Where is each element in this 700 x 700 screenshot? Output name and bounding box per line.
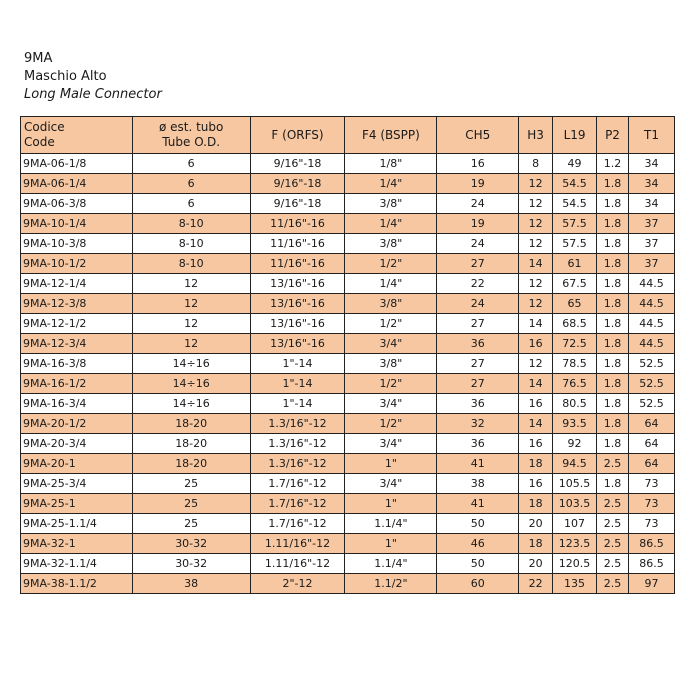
column-header-sublabel: Tube O.D. [162,135,221,149]
column-header [519,117,553,154]
column-header-sublabel: Code [24,135,55,149]
table-cell: 1.8 [597,314,629,334]
table-cell: 8-10 [132,254,250,274]
table-cell: 1/2" [345,314,437,334]
table-cell: 1.1/4" [345,554,437,574]
table-cell: 52.5 [628,394,674,414]
table-cell: 12 [132,274,250,294]
table-cell: 2.5 [597,494,629,514]
column-header-label: ø est. tubo [158,120,224,134]
table-cell: 8 [519,154,553,174]
table-cell: 1.1/2" [345,574,437,594]
table-cell: 38 [132,574,250,594]
code-cell: 9MA-32-1.1/4 [21,554,133,574]
table-cell: 16 [519,434,553,454]
table-cell: 57.5 [553,234,597,254]
table-cell: 9/16"-18 [250,154,345,174]
table-cell: 25 [132,494,250,514]
table-cell: 76.5 [553,374,597,394]
table-cell: 1.7/16"-12 [250,514,345,534]
table-cell: 16 [519,394,553,414]
table-cell: 12 [132,294,250,314]
table-cell: 34 [628,154,674,174]
table-cell: 3/4" [345,334,437,354]
table-row [21,154,675,174]
table-cell: 2.5 [597,574,629,594]
table-cell: 1.11/16"-12 [250,554,345,574]
column-header-label: L19 [563,127,586,142]
table-cell: 3/8" [345,194,437,214]
table-cell: 14 [519,254,553,274]
column-header [250,117,345,154]
table-cell: 2.5 [597,554,629,574]
table-cell: 1.8 [597,434,629,454]
column-header-label: H3 [527,127,544,142]
table-cell: 64 [628,454,674,474]
table-cell: 14 [519,374,553,394]
table-cell: 18 [519,454,553,474]
table-cell: 1.3/16"-12 [250,454,345,474]
table-cell: 37 [628,254,674,274]
code-cell: 9MA-38-1.1/2 [21,574,133,594]
code-cell: 9MA-16-3/8 [21,354,133,374]
code-cell: 9MA-25-1.1/4 [21,514,133,534]
table-cell: 3/8" [345,354,437,374]
code-cell: 9MA-06-1/8 [21,154,133,174]
table-cell: 135 [553,574,597,594]
table-cell: 12 [519,294,553,314]
table-cell: 27 [437,354,519,374]
table-cell: 49 [553,154,597,174]
table-cell: 1.7/16"-12 [250,494,345,514]
table-cell: 72.5 [553,334,597,354]
table-row [21,234,675,254]
table-cell: 44.5 [628,274,674,294]
table-cell: 68.5 [553,314,597,334]
table-cell: 64 [628,434,674,454]
table-cell: 12 [519,214,553,234]
column-header-label: Codice [24,120,65,134]
table-cell: 1/4" [345,214,437,234]
column-header-label: F (ORFS) [271,127,324,142]
code-cell: 9MA-12-3/8 [21,294,133,314]
table-row [21,214,675,234]
table-header-row [21,117,675,154]
table-row [21,434,675,454]
table-cell: 9/16"-18 [250,194,345,214]
product-name-english: Long Male Connector [24,87,162,102]
column-header [437,117,519,154]
table-cell: 41 [437,454,519,474]
table-cell: 14 [519,414,553,434]
table-cell: 123.5 [553,534,597,554]
table-cell: 3/8" [345,234,437,254]
table-cell: 1.8 [597,254,629,274]
table-cell: 1/8" [345,154,437,174]
code-cell: 9MA-20-3/4 [21,434,133,454]
table-row [21,554,675,574]
table-cell: 1.8 [597,234,629,254]
table-cell: 19 [437,214,519,234]
table-cell: 78.5 [553,354,597,374]
table-cell: 18-20 [132,434,250,454]
table-cell: 37 [628,234,674,254]
table-cell: 86.5 [628,554,674,574]
table-cell: 9/16"-18 [250,174,345,194]
table-cell: 67.5 [553,274,597,294]
title-block [24,50,162,104]
table-cell: 19 [437,174,519,194]
table-cell: 73 [628,474,674,494]
table-cell: 13/16"-16 [250,274,345,294]
table-cell: 25 [132,514,250,534]
column-header [553,117,597,154]
table-cell: 22 [437,274,519,294]
table-cell: 3/8" [345,294,437,314]
table-cell: 34 [628,194,674,214]
code-cell: 9MA-25-1 [21,494,133,514]
code-cell: 9MA-12-3/4 [21,334,133,354]
table-cell: 27 [437,374,519,394]
table-row [21,414,675,434]
table-cell: 24 [437,234,519,254]
table-cell: 12 [132,334,250,354]
code-cell: 9MA-12-1/2 [21,314,133,334]
table-row [21,474,675,494]
table-cell: 1.1/4" [345,514,437,534]
table-cell: 22 [519,574,553,594]
table-cell: 16 [519,334,553,354]
table-cell: 46 [437,534,519,554]
table-cell: 1" [345,454,437,474]
table-cell: 1.8 [597,214,629,234]
table-cell: 107 [553,514,597,534]
table-row [21,574,675,594]
table-cell: 24 [437,194,519,214]
table-cell: 2"-12 [250,574,345,594]
table-cell: 1.3/16"-12 [250,434,345,454]
table-cell: 44.5 [628,294,674,314]
table-cell: 1.8 [597,334,629,354]
table-cell: 2.5 [597,514,629,534]
table-cell: 120.5 [553,554,597,574]
table-cell: 27 [437,254,519,274]
table-row [21,174,675,194]
table-cell: 73 [628,494,674,514]
table-cell: 52.5 [628,354,674,374]
spec-table [20,116,675,594]
table-row [21,334,675,354]
table-row [21,374,675,394]
table-cell: 57.5 [553,214,597,234]
table-row [21,194,675,214]
column-header [628,117,674,154]
table-row [21,354,675,374]
table-cell: 34 [628,174,674,194]
table-cell: 18-20 [132,414,250,434]
code-cell: 9MA-32-1 [21,534,133,554]
code-cell: 9MA-20-1 [21,454,133,474]
table-cell: 12 [519,354,553,374]
table-cell: 27 [437,314,519,334]
column-header [345,117,437,154]
table-cell: 20 [519,514,553,534]
table-cell: 20 [519,554,553,574]
table-body [21,154,675,594]
table-cell: 1.8 [597,394,629,414]
table-cell: 60 [437,574,519,594]
table-cell: 12 [519,194,553,214]
table-cell: 2.5 [597,454,629,474]
table-cell: 1"-14 [250,394,345,414]
table-cell: 13/16"-16 [250,294,345,314]
table-cell: 30-32 [132,554,250,574]
code-cell: 9MA-06-3/8 [21,194,133,214]
code-cell: 9MA-10-1/4 [21,214,133,234]
table-cell: 36 [437,394,519,414]
table-cell: 1/2" [345,254,437,274]
table-cell: 2.5 [597,534,629,554]
table-cell: 1" [345,494,437,514]
table-cell: 1/4" [345,274,437,294]
code-cell: 9MA-16-3/4 [21,394,133,414]
table-cell: 1.8 [597,174,629,194]
table-cell: 25 [132,474,250,494]
table-cell: 3/4" [345,434,437,454]
table-cell: 3/4" [345,474,437,494]
table-cell: 44.5 [628,314,674,334]
table-cell: 1/2" [345,414,437,434]
table-cell: 50 [437,514,519,534]
table-cell: 13/16"-16 [250,314,345,334]
table-cell: 37 [628,214,674,234]
table-cell: 18 [519,494,553,514]
table-row [21,514,675,534]
table-row [21,454,675,474]
table-cell: 18-20 [132,454,250,474]
table-cell: 1.8 [597,414,629,434]
column-header [21,117,133,154]
code-cell: 9MA-06-1/4 [21,174,133,194]
table-cell: 1"-14 [250,374,345,394]
table-cell: 16 [519,474,553,494]
table-cell: 80.5 [553,394,597,414]
table-cell: 36 [437,334,519,354]
table-cell: 1.8 [597,474,629,494]
table-row [21,274,675,294]
code-cell: 9MA-16-1/2 [21,374,133,394]
table-cell: 14÷16 [132,394,250,414]
table-cell: 14÷16 [132,374,250,394]
table-cell: 1/4" [345,174,437,194]
table-cell: 1"-14 [250,354,345,374]
table-cell: 6 [132,154,250,174]
code-cell: 9MA-10-1/2 [21,254,133,274]
table-row [21,494,675,514]
table-cell: 13/16"-16 [250,334,345,354]
code-cell: 9MA-25-3/4 [21,474,133,494]
table-cell: 52.5 [628,374,674,394]
table-cell: 11/16"-16 [250,234,345,254]
table-cell: 12 [519,274,553,294]
table-row [21,314,675,334]
table-row [21,534,675,554]
column-header-label: CH5 [465,127,491,142]
table-cell: 61 [553,254,597,274]
table-cell: 1.8 [597,294,629,314]
column-header-label: P2 [605,127,620,142]
table-cell: 24 [437,294,519,314]
column-header [597,117,629,154]
table-cell: 38 [437,474,519,494]
table-cell: 97 [628,574,674,594]
table-cell: 32 [437,414,519,434]
table-cell: 11/16"-16 [250,254,345,274]
column-header-label: T1 [644,127,659,142]
table-cell: 1.7/16"-12 [250,474,345,494]
table-cell: 54.5 [553,194,597,214]
code-cell: 9MA-12-1/4 [21,274,133,294]
table-cell: 1.8 [597,194,629,214]
table-row [21,254,675,274]
table-cell: 1.8 [597,354,629,374]
table-cell: 93.5 [553,414,597,434]
table-cell: 30-32 [132,534,250,554]
table-cell: 92 [553,434,597,454]
table-row [21,394,675,414]
table-cell: 3/4" [345,394,437,414]
column-header-label: F4 (BSPP) [361,127,420,142]
table-cell: 14 [519,314,553,334]
table-cell: 64 [628,414,674,434]
code-cell: 9MA-10-3/8 [21,234,133,254]
table-cell: 41 [437,494,519,514]
table-cell: 1.2 [597,154,629,174]
table-cell: 86.5 [628,534,674,554]
table-cell: 1.3/16"-12 [250,414,345,434]
table-cell: 1" [345,534,437,554]
table-cell: 14÷16 [132,354,250,374]
table-cell: 8-10 [132,214,250,234]
table-cell: 16 [437,154,519,174]
table-cell: 105.5 [553,474,597,494]
table-cell: 12 [519,234,553,254]
table-cell: 1.8 [597,274,629,294]
table-cell: 12 [519,174,553,194]
table-cell: 18 [519,534,553,554]
table-cell: 1/2" [345,374,437,394]
table-cell: 103.5 [553,494,597,514]
table-cell: 44.5 [628,334,674,354]
table-cell: 6 [132,194,250,214]
table-cell: 65 [553,294,597,314]
table-cell: 54.5 [553,174,597,194]
table-cell: 36 [437,434,519,454]
table-cell: 94.5 [553,454,597,474]
product-name-italian: Maschio Alto [24,69,107,84]
table-cell: 11/16"-16 [250,214,345,234]
table-cell: 1.8 [597,374,629,394]
table-cell: 73 [628,514,674,534]
table-cell: 1.11/16"-12 [250,534,345,554]
table-cell: 50 [437,554,519,574]
table-cell: 8-10 [132,234,250,254]
code-cell: 9MA-20-1/2 [21,414,133,434]
table-cell: 12 [132,314,250,334]
table-cell: 6 [132,174,250,194]
product-code: 9MA [24,51,53,66]
column-header [132,117,250,154]
table-row [21,294,675,314]
